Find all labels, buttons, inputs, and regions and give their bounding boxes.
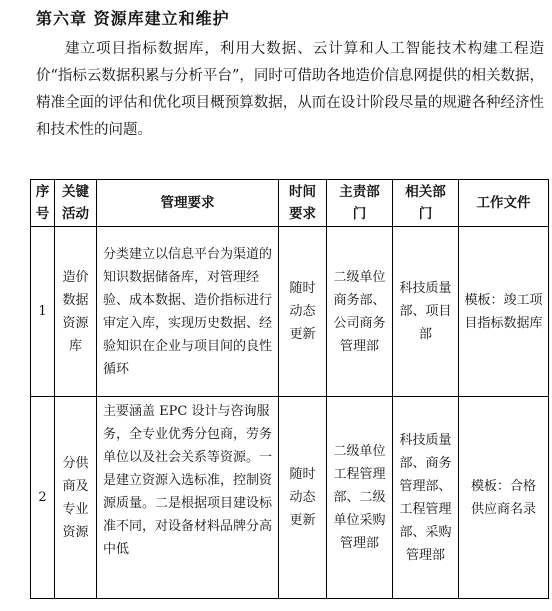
cell-no: 1 [31, 227, 55, 397]
cell-time: 随时动态更新 [279, 397, 327, 599]
col-header-time: 时间要求 [279, 180, 327, 227]
resource-table [30, 179, 549, 599]
cell-activity: 造价数据资源库 [55, 227, 97, 397]
cell-activity: 分供商及专业资源 [55, 397, 97, 599]
col-header-doc: 工作文件 [459, 180, 549, 227]
cell-no: 2 [31, 397, 55, 599]
table-row [31, 397, 549, 599]
col-header-related: 相关部门 [393, 180, 459, 227]
table-row [31, 227, 549, 397]
col-header-requirement: 管理要求 [97, 180, 279, 227]
col-header-activity: 关键活动 [55, 180, 97, 227]
intro-text: 建立项目指标数据库，利用大数据、云计算和人工智能技术构建工程造价“指标云数据积累与分析平台”，同时可借助各地造价信息网提供的相关数据，精准全面的评估和优化项目概预算数据，从而在设计阶段尽量的规避各种经济性和技术性的问题。 [36, 41, 544, 138]
cell-doc: 模板：竣工项目指标数据库 [459, 227, 549, 397]
cell-doc: 模板：合格供应商名录 [459, 397, 549, 599]
cell-owner: 二级单位工程管理部、二级单位采购管理部 [327, 397, 393, 599]
cell-requirement: 分类建立以信息平台为渠道的知识数据储备库，对管理经验、成本数据、造价指标进行审定入库，实现历史数据、经验知识在企业与项目间的良性循环 [97, 227, 279, 397]
cell-requirement: 主要涵盖 EPC 设计与咨询服务，全专业优秀分包商，劳务单位以及社会关系等资源。一是建立资源入选标准，控制资源质量。二是根据项目建设标准不同，对设备材料品牌分高中低 [97, 397, 279, 599]
cell-time: 随时动态更新 [279, 227, 327, 397]
col-header-owner: 主责部门 [327, 180, 393, 227]
col-header-no: 序号 [31, 180, 55, 227]
table-header-row [31, 180, 549, 227]
intro-paragraph [36, 36, 544, 144]
cell-related: 科技质量部、商务管理部、工程管理部、采购管理部 [393, 397, 459, 599]
chapter-heading: 第六章 资源库建立和维护 [36, 9, 230, 28]
cell-owner: 二级单位商务部、公司商务管理部 [327, 227, 393, 397]
cell-related: 科技质量部、项目部 [393, 227, 459, 397]
